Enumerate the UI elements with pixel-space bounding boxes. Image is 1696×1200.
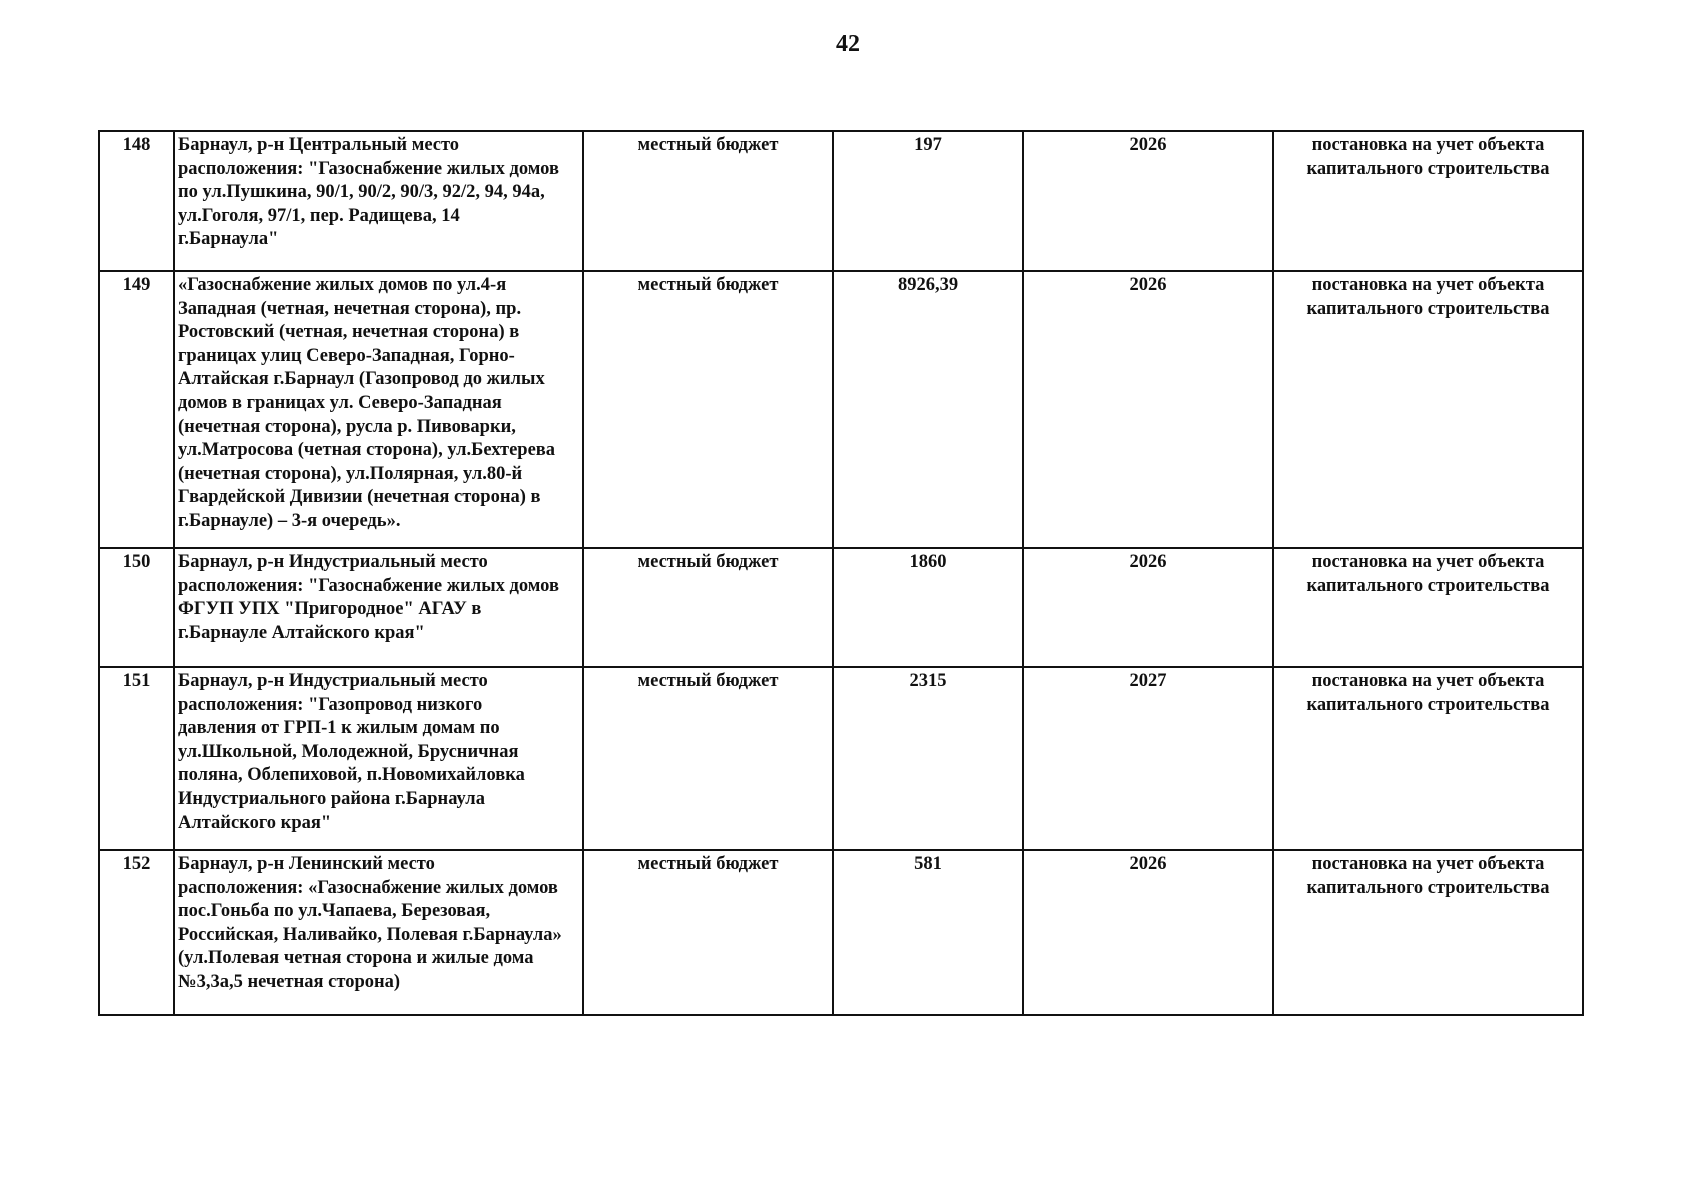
object-description bbox=[174, 131, 583, 271]
row-number: 151 bbox=[99, 667, 174, 850]
row-number: 148 bbox=[99, 131, 174, 271]
funding-amount: 2315 bbox=[833, 667, 1023, 850]
object-description-text: «Газоснабжение жилых домов по ул.4-я Западная (четная, нечетная сторона), пр. Ростовский (четная, нечетная сторона) в границах улиц Северо-Западная, Горно- Алтайская г.Барнаул (Газопровод до жилых домов в границах ул. Северо-Западная (нечетная сторона), русла р. Пивоварки, ул.Матросова (четная сторона), ул.Бехтерева (нечетная сторона), ул.Полярная, ул.80-й Гвардейской Дивизии (нечетная сторона) в г.Барнауле) – 3-я очередь». bbox=[178, 275, 556, 531]
page-number: 42 bbox=[836, 31, 860, 57]
row-number: 152 bbox=[99, 850, 174, 1015]
completion-year: 2026 bbox=[1023, 131, 1273, 271]
object-description-text: Барнаул, р-н Центральный место расположения: "Газоснабжение жилых домов по ул.Пушкина, 90/1, 90/2, 90/3, 92/2, 94, 94а, ул.Гоголя, 97/1, пер. Радищева, 14 г.Барнаула" bbox=[178, 135, 559, 250]
funding-amount: 581 bbox=[833, 850, 1023, 1015]
funding-source: местный бюджет bbox=[583, 850, 833, 1015]
note-text: постановка на учет объекта капитального строительства bbox=[1273, 271, 1583, 548]
object-description-text: Барнаул, р-н Ленинский место расположения: «Газоснабжение жилых домов пос.Гоньба по ул.Чапаева, Березовая, Российская, Наливайко, Полевая г.Барнаула» (ул.Полевая четная сторона и жилые дома №3,3а,5 нечетная сторона) bbox=[178, 854, 562, 992]
object-description bbox=[174, 548, 583, 667]
table-row bbox=[99, 850, 1583, 1015]
table-row bbox=[99, 271, 1583, 548]
table-row bbox=[99, 667, 1583, 850]
note-text: постановка на учет объекта капитального строительства bbox=[1273, 667, 1583, 850]
object-description-text: Барнаул, р-н Индустриальный место расположения: "Газоснабжение жилых домов ФГУП УПХ "Пригородное" АГАУ в г.Барнауле Алтайского края" bbox=[178, 552, 559, 643]
note-text: постановка на учет объекта капитального строительства bbox=[1273, 548, 1583, 667]
note-text: постановка на учет объекта капитального строительства bbox=[1273, 131, 1583, 271]
funding-source: местный бюджет bbox=[583, 667, 833, 850]
row-number: 149 bbox=[99, 271, 174, 548]
object-description bbox=[174, 667, 583, 850]
funding-source: местный бюджет bbox=[583, 548, 833, 667]
completion-year: 2027 bbox=[1023, 667, 1273, 850]
funding-source: местный бюджет bbox=[583, 271, 833, 548]
completion-year: 2026 bbox=[1023, 271, 1273, 548]
funding-amount: 8926,39 bbox=[833, 271, 1023, 548]
funding-source: местный бюджет bbox=[583, 131, 833, 271]
note-text: постановка на учет объекта капитального строительства bbox=[1273, 850, 1583, 1015]
row-number: 150 bbox=[99, 548, 174, 667]
investment-table bbox=[98, 130, 1584, 1016]
object-description-text: Барнаул, р-н Индустриальный место расположения: "Газопровод низкого давления от ГРП-1 к жилым домам по ул.Школьной, Молодежной, Брусничная поляна, Облепиховой, п.Новомихайловка Индустриального района г.Барнаула Алтайского края" bbox=[178, 671, 525, 833]
table-row bbox=[99, 131, 1583, 271]
object-description bbox=[174, 271, 583, 548]
completion-year: 2026 bbox=[1023, 548, 1273, 667]
object-description bbox=[174, 850, 583, 1015]
completion-year: 2026 bbox=[1023, 850, 1273, 1015]
funding-amount: 1860 bbox=[833, 548, 1023, 667]
funding-amount: 197 bbox=[833, 131, 1023, 271]
table-row bbox=[99, 548, 1583, 667]
